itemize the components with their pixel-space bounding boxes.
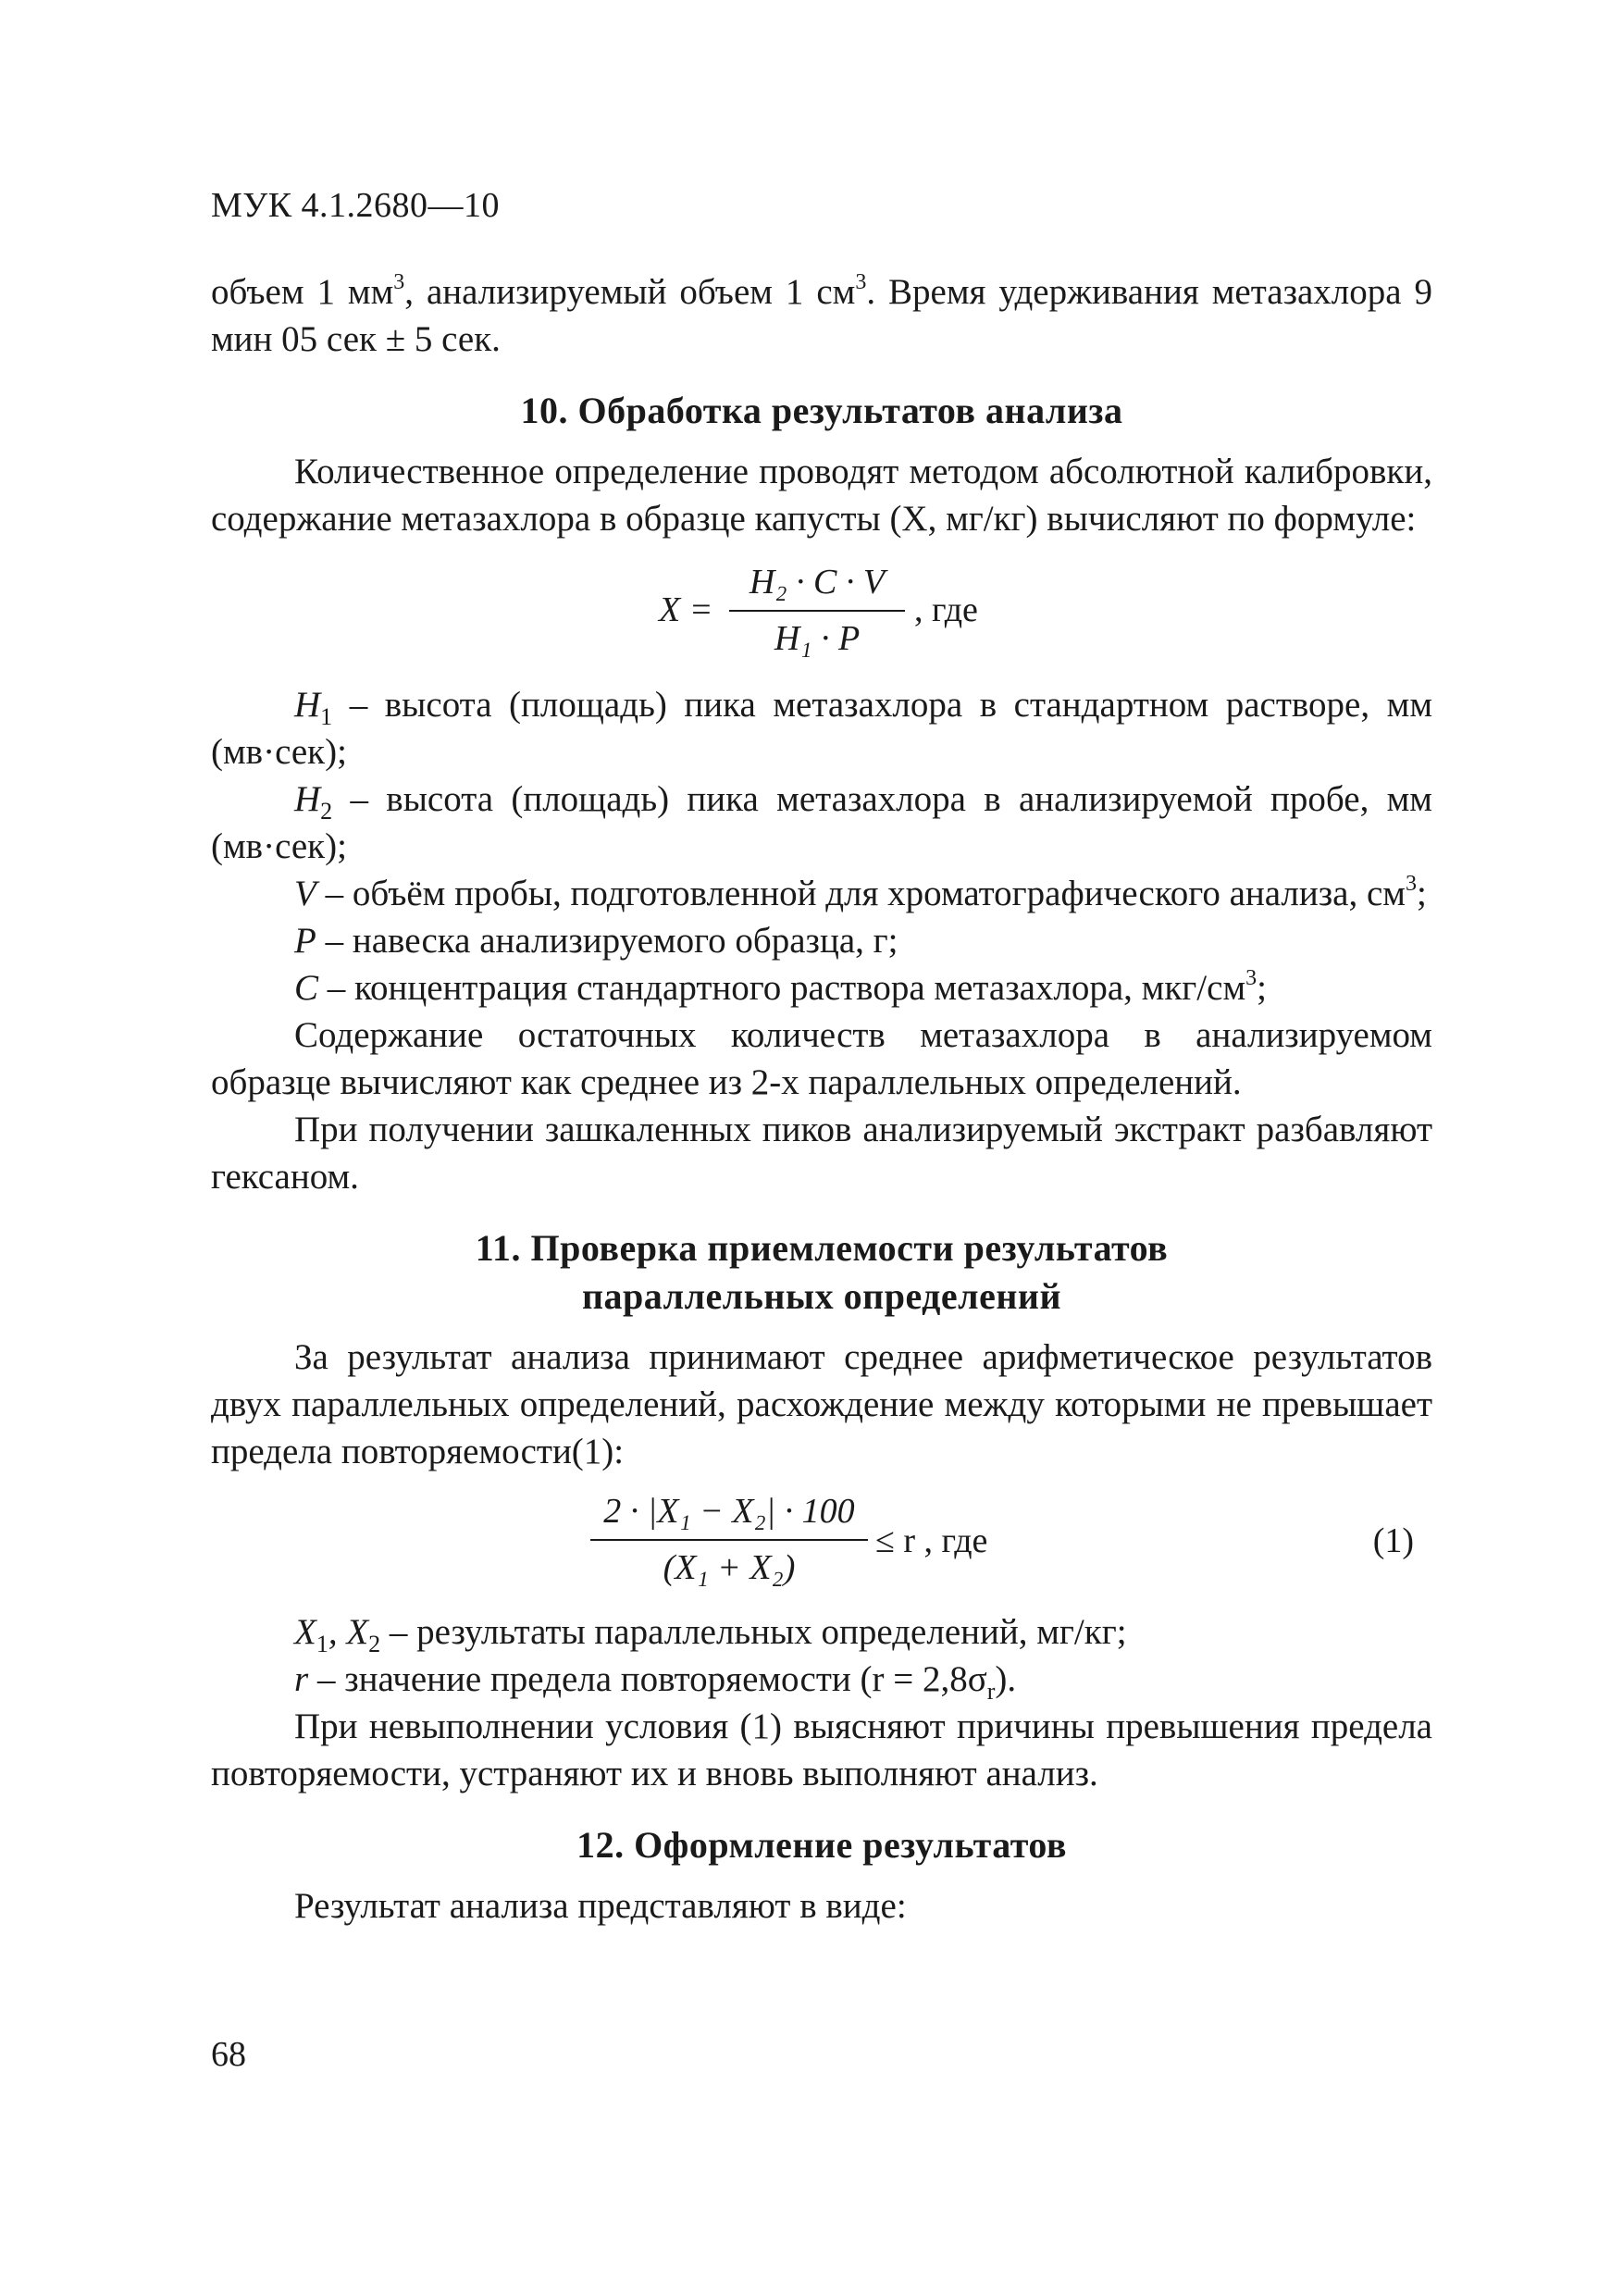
definition-h1: $H_1$ – высота (площадь) пика метазахлора в стандартном растворе, мм (мв·сек); — [211, 685, 1432, 772]
definition-v: V – объём пробы, подготовленной для хроматографического анализа, $см^3$; — [294, 872, 1427, 913]
formula-x-denominator: H₁ · P — [774, 619, 861, 658]
formula-x-lhs: X = — [659, 590, 713, 629]
formula-x — [211, 559, 1432, 661]
definition-r: r – значение предела повторяемости $(r = 2,8\sigma_r)$. — [294, 1659, 1017, 1705]
section-12-title: 12. Оформление результатов — [576, 1824, 1067, 1866]
section-11-title-line-2: параллельных определений — [582, 1275, 1061, 1317]
formula-x-fraction — [729, 559, 905, 663]
formula-x-numerator: H₂ · C · V — [749, 563, 886, 602]
page-content — [211, 268, 1432, 1930]
section-10-title: 10. Обработка результатов анализа — [520, 390, 1123, 431]
section-12-paragraph-1: Результат анализа представляют в виде: — [294, 1886, 907, 1926]
running-header: МУК 4.1.2680—10 — [211, 186, 501, 225]
section-10-paragraph-2: Содержание остаточных количеств метазахлора в анализируемом образце вычисляют как среднее из 2-х параллельных определений. — [211, 1015, 1432, 1102]
intro-paragraph: объем 1 $мм^3$, анализируемый объем 1 $см^3$. Время удерживания метазахлора 9 мин 05 сек ± 5 сек. — [211, 270, 1432, 359]
section-11-title-line-1: 11. Проверка приемлемости результатов — [475, 1227, 1169, 1269]
page-number: 68 — [211, 2035, 246, 2074]
section-11-paragraph-1: За результат анализа принимают среднее арифметическое результатов двух параллельных определений, расхождение между которыми не превышает предела повторяемости(1): — [211, 1337, 1432, 1471]
definition-p: P – навеска анализируемого образца, г; — [294, 921, 898, 961]
formula-repeatability-denominator: (X₁ + X₂) — [663, 1548, 796, 1587]
formula-number: (1) — [1372, 1521, 1414, 1560]
section-11-paragraph-2: При невыполнении условия (1) выясняют причины превышения предела повторяемости, устраняют их и вновь выполняют анализ. — [211, 1706, 1432, 1793]
section-10-paragraph-3: При получении зашкаленных пиков анализируемый экстракт разбавляют гексаном. — [211, 1110, 1432, 1197]
definition-c: C – концентрация стандартного раствора метазахлора, мкг/$см^3$; — [294, 966, 1267, 1008]
formula-repeatability-numerator: 2 · |X₁ − X₂| · 100 — [603, 1492, 855, 1531]
formula-repeatability — [211, 1488, 1432, 1590]
formula-repeatability-fraction — [590, 1488, 868, 1592]
definition-h2: $H_2$ – высота (площадь) пика метазахлора в анализируемой пробе, мм (мв·сек); — [211, 779, 1432, 866]
section-10-paragraph-1: Количественное определение проводят методом абсолютной калибровки, содержание метазахлора в образце капусты (X, мг/кг) вычисляют по формуле: — [211, 452, 1432, 539]
definition-x1-x2: $X_1$, $X_2$ – результаты параллельных определений, мг/кг; — [294, 1612, 1127, 1657]
formula-repeatability-tail: ≤ r , где — [875, 1521, 988, 1560]
formula-x-tail: , где — [914, 590, 978, 629]
